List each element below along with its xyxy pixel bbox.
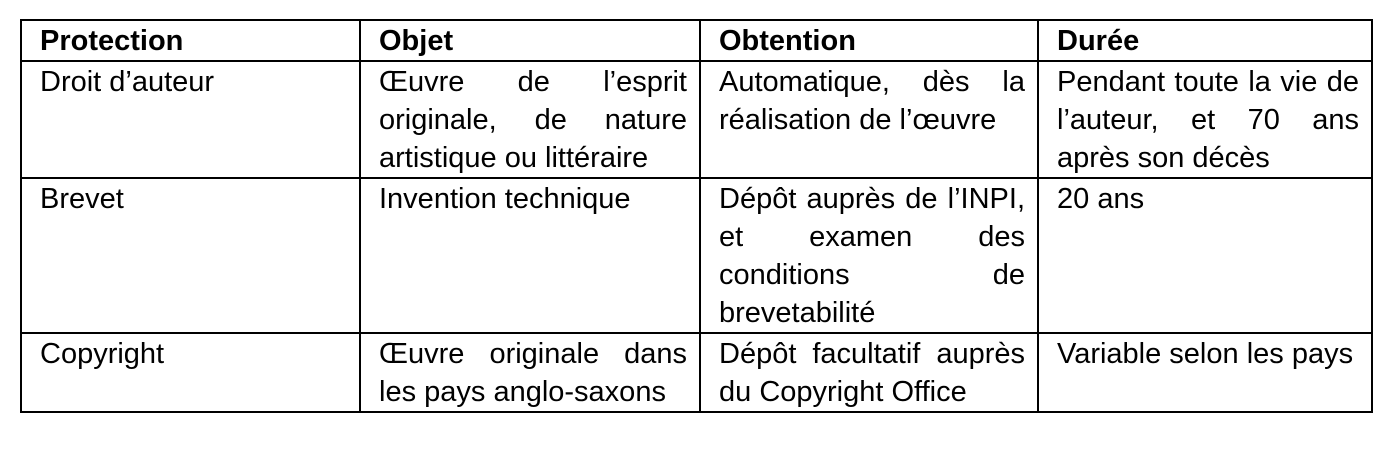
table-row: [21, 61, 1372, 178]
header-duree: Durée: [1038, 20, 1372, 61]
cell-duree: 20 ans: [1038, 178, 1372, 333]
cell-duree: Pendant toute la vie de l’auteur, et 70 ans après son décès: [1038, 61, 1372, 178]
cell-protection: Droit d’auteur: [21, 61, 360, 178]
cell-protection: Copyright: [21, 333, 360, 412]
header-protection: Protection: [21, 20, 360, 61]
table-row: [21, 333, 1372, 412]
cell-obtention: Dépôt auprès de l’INPI, et examen des conditions de brevetabilité: [700, 178, 1038, 333]
cell-obtention: Dépôt facultatif auprès du Copyright Office: [700, 333, 1038, 412]
cell-objet: Œuvre originale dans les pays anglo-saxons: [360, 333, 700, 412]
cell-objet: Invention technique: [360, 178, 700, 333]
header-objet: Objet: [360, 20, 700, 61]
cell-duree: Variable selon les pays: [1038, 333, 1372, 412]
header-obtention: Obtention: [700, 20, 1038, 61]
cell-protection: Brevet: [21, 178, 360, 333]
cell-obtention: Automatique, dès la réalisation de l’œuvre: [700, 61, 1038, 178]
ip-protection-table: [20, 19, 1373, 413]
cell-objet: Œuvre de l’esprit originale, de nature artistique ou littéraire: [360, 61, 700, 178]
table-header-row: [21, 20, 1372, 61]
table-row: [21, 178, 1372, 333]
